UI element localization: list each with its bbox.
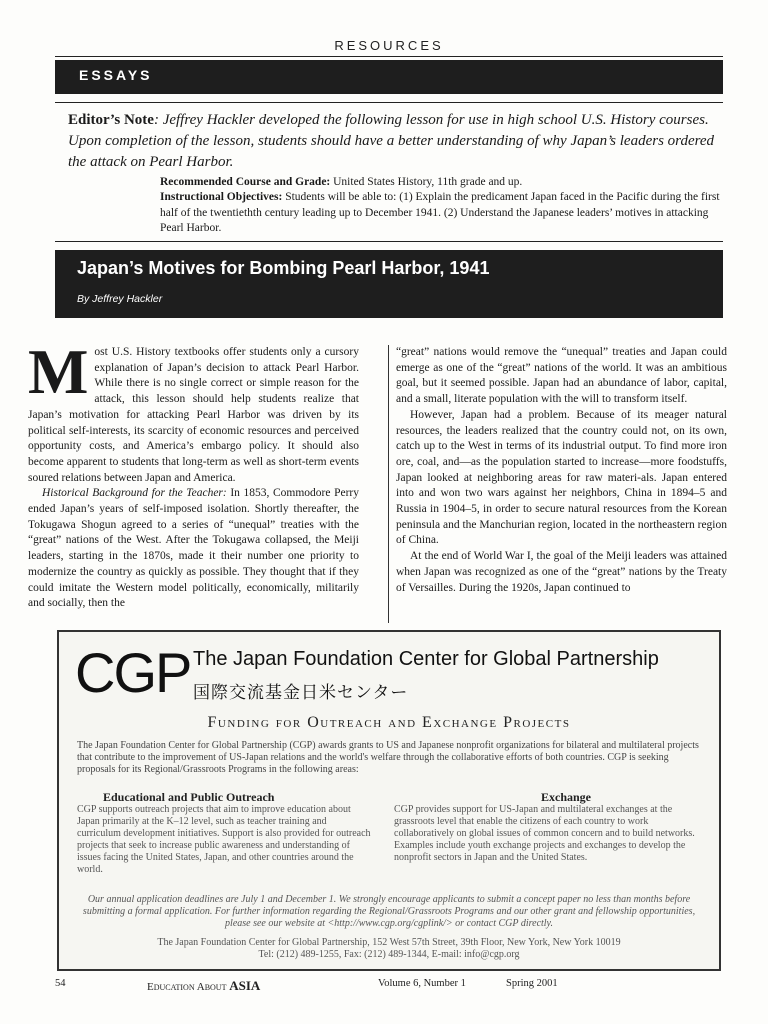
top-rule (55, 56, 723, 57)
article-column-2 (396, 345, 727, 596)
cgp-advertisement (57, 630, 721, 971)
ad-deadline-note: Our annual application deadlines are July 1 and December 1. We strongly encourage applicants to submit a concept paper no less than months before submitting a formal application. For further information regarding the Regional/Grassroots Programs and our other grant and fellowship opportunities, please see our website at <http://www.cgp.org/cgplink/> or contact CGP directly. (82, 894, 696, 929)
issue-season: Spring 2001 (506, 978, 558, 989)
ad-intro: The Japan Foundation Center for Global Partnership (CGP) awards grants to US and Japanese nonprofit organizations for bilateral and multilateral projects that contribute to the improvement of US-Japan relations and the world's welfare through the collaborative efforts of both countries. CGP is seeking proposals for its Regional/Grassroots Programs in the following areas: (77, 740, 699, 775)
ad-address-line: The Japan Foundation Center for Global Partnership, 152 West 57th Street, 39th Floor, New York, New York 10019 (157, 937, 621, 948)
paragraph: “great” nations would remove the “unequal” treaties and Japan could emerge as one of the “great” nations of the world. It was an ambitious goal, but it seemed possible. Japan had an abundance of labor, capital, and a small, literate population with the will to transform itself. (396, 346, 727, 406)
article-column-1 (28, 336, 359, 612)
category-label: ESSAYS (79, 67, 153, 83)
editor-note-label: Editor’s Note (68, 112, 154, 128)
objectives-line (160, 190, 720, 237)
objectives-value: Students will be able to: (1) Explain the predicament Japan faced in the Pacific during the first half of the twentiethth century leading up to December 1941. (2) Understand the Japanese leaders’ motives in attacking Pearl Harbor. (160, 191, 720, 234)
article-title: Japan’s Motives for Bombing Pearl Harbor, 1941 (77, 258, 490, 278)
exchange-body: CGP provides support for US-Japan and multilateral exchanges at the grassroots level that enable the citizens of each country to work collaboratively on global issues of common concern and to build networks. Examples include youth exchange projects and exchanges to develop the nonprofit sectors in Japan and the United States. (394, 804, 695, 863)
cgp-logo: CGP (75, 641, 191, 704)
category-bar (55, 60, 723, 94)
page-number: 54 (55, 978, 66, 989)
issue-volume: Volume 6, Number 1 (378, 978, 466, 989)
course-label: Recommended Course and Grade: (160, 176, 331, 188)
course-value: United States History, 11th grade and up. (330, 176, 523, 188)
course-line (160, 175, 720, 191)
editor-rule-bottom (55, 241, 723, 242)
ad-address (59, 937, 719, 961)
background-label: Historical Background for the Teacher: (42, 487, 227, 500)
editor-note (68, 110, 718, 173)
cgp-org-name: The Japan Foundation Center for Global Partnership (193, 648, 659, 670)
exchange-heading: Exchange (541, 790, 592, 804)
outreach-body: CGP supports outreach projects that aim to improve education about Japan primarily at the K–12 level, such as teacher training and curriculum development initiatives. Support is also provided for outreach projects that seek to increase public awareness and understanding of issues facing the United States, Japan, and other countries around the world. (77, 804, 371, 875)
editor-note-text: : Jeffrey Hackler developed the following lesson for use in high school U.S. History courses. Upon completion of the lesson, students should have a better understanding of why Japan’s leaders ordered the attack on Pearl Harbor. (68, 112, 715, 170)
paragraph: Most U.S. History textbooks offer students only a cursory explanation of Japan’s decision to attack Pearl Harbor. While there is no single correct or simple reason for the attack, this lesson should help students realize that Japan’s motivation for attacking Pearl Harbor was driven by its political self-interests, its scarcity of economic resources and perceived opportunity costs, and America’s embargo policy. It should also become apparent to students that long-term as well as short-term events soured relations between Japan and America. (28, 336, 359, 484)
article-byline: By Jeffrey Hackler (77, 293, 163, 305)
ad-contact-line: Tel: (212) 489-1255, Fax: (212) 489-1344, E-mail: info@cgp.org (258, 949, 520, 960)
section-header: RESOURCES (334, 38, 444, 53)
paragraph: Historical Background for the Teacher: In 1853, Commodore Perry ended Japan’s years of self-imposed isolation. Shortly thereafter, the Tokugawa Shogun agreed to a series of “unequal” treaties with the “great” nations of the West. After the Tokugawa collapsed, the Meiji leaders, starting in the 1870s, made it their number one priority to modernize the country as quickly as possible. They thought that if they could imitate the Western model politically, economically, militarily and socially, then the (28, 487, 359, 610)
drop-cap: M (28, 336, 89, 407)
journal-name: Education About ASIA (147, 978, 261, 993)
ad-headline: Funding for Outreach and Exchange Projects (207, 714, 571, 731)
cgp-org-name-japanese: 国際交流基金日米センター (193, 683, 409, 703)
paragraph: However, Japan had a problem. Because of its meager natural resources, the leaders realized that the country could not, on its own, catch up to the West in terms of its industrial output. To find more iron ore, coal, and—as the population started to increase—more foodstuffs, Japan looked at neighboring areas for raw materi-als. Japan entered into and won two wars against her neighbors, China in 1894–5 and Russia in 1904–5, in order to secure natural resources from the Korean peninsula and the Manchurian region, located in the northeastern region of China. (396, 408, 727, 547)
outreach-heading: Educational and Public Outreach (103, 790, 275, 804)
objectives-label: Instructional Objectives: (160, 191, 283, 203)
paragraph: At the end of World War I, the goal of the Meiji leaders was attained when Japan was recognized as one of the “great” nations by the Treaty of Versailles. During the 1920s, Japan continued to (396, 550, 727, 594)
article-title-bar (55, 250, 723, 318)
editor-rule-top (55, 102, 723, 103)
column-divider (388, 345, 389, 623)
